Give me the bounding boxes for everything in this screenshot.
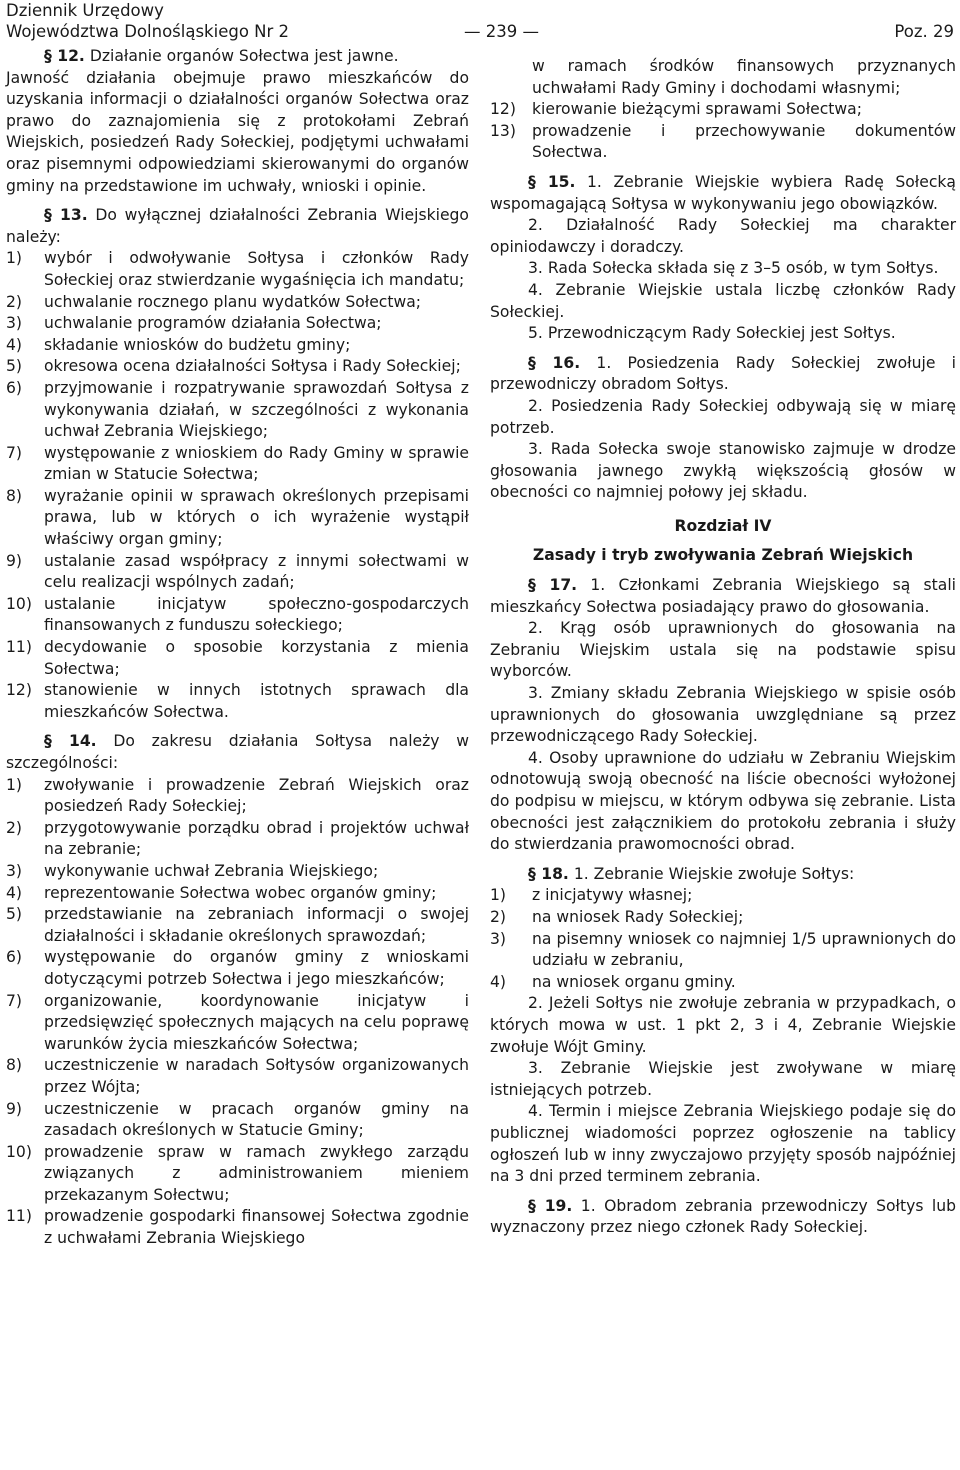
list-item	[6, 904, 469, 947]
list-item-number: 1)	[6, 249, 23, 268]
list-item-number: 5)	[6, 905, 23, 924]
list-item	[490, 929, 956, 972]
list-item-number: 6)	[6, 948, 23, 967]
list-item-text: wyrażanie opinii w sprawach określonych przepisami prawa, lub w których o ich wyrażenie wystąpił właściwy organ gminy;	[44, 486, 469, 549]
list-item-text: ustalanie inicjatyw społeczno-gospodarczych finansowanych z funduszu sołeckiego;	[44, 594, 469, 635]
list-item-text: przyjmowanie i rozpatrywanie sprawozdań Sołtysa z wykonywania działań, w szczególności z wykonania uchwał Zebrania Wiejskiego;	[44, 378, 469, 441]
list-item-number: 3)	[6, 861, 23, 880]
section-14-list	[6, 775, 469, 1250]
list-item-number: 4)	[6, 335, 23, 354]
list-item	[6, 818, 469, 861]
list-item-number: 9)	[6, 1099, 23, 1118]
list-item-number: 9)	[6, 551, 23, 570]
list-item	[6, 594, 469, 637]
list-item-number: 4)	[490, 972, 507, 991]
list-item-number: 8)	[6, 486, 23, 505]
list-item	[6, 680, 469, 723]
list-item-text: prowadzenie i przechowywanie dokumentów Sołectwa.	[532, 121, 956, 162]
list-item	[6, 292, 469, 314]
section-17-p4: 4. Osoby uprawnione do udziału w Zebraniu Wiejskim odnotowują swoją obecność na liście obecności wyłożonej do podpisu w miejscu, w którym odbywa się zebranie. Lista obecności jest załącznikiem do protokołu zebrania i służy do stwierdzania prawomocności obrad.	[490, 748, 956, 854]
section-12-heading	[6, 46, 469, 68]
list-item-text: decydowanie o sposobie korzystania z mienia Sołectwa;	[44, 638, 469, 678]
list-item-number: 7)	[6, 991, 23, 1010]
list-item	[6, 486, 469, 551]
chapter-number: Rozdział IV	[674, 516, 772, 535]
section-14-heading	[6, 731, 469, 774]
list-item	[490, 972, 956, 994]
list-item-number: 3)	[6, 314, 23, 333]
list-item-number: 2)	[6, 292, 23, 311]
right-column	[490, 56, 956, 1239]
section-number: § 16.	[528, 353, 581, 372]
list-item-text: występowanie z wnioskiem do Rady Gminy w sprawie zmian w Statucie Sołectwa;	[44, 443, 469, 484]
list-item	[490, 885, 956, 907]
continuation-list	[490, 99, 956, 164]
list-item-text: wybór i odwoływanie Sołtysa i członków Rady Sołeckiej oraz stwierdzanie wygaśnięcia ich mandatu;	[44, 249, 469, 289]
page-number: — 239 —	[464, 22, 539, 41]
list-item-number: 12)	[6, 681, 32, 700]
section-13-heading	[6, 205, 469, 248]
list-item	[6, 775, 469, 818]
list-item-number: 3)	[490, 929, 507, 948]
list-item	[6, 313, 469, 335]
list-item	[6, 637, 469, 680]
list-item-text: zwoływanie i prowadzenie Zebrań Wiejskich oraz posiedzeń Rady Sołeckiej;	[44, 775, 469, 816]
section-18-p4: 4. Termin i miejsce Zebrania Wiejskiego podaje się do publicznej wiadomości poprzez ogłoszenie na tablicy ogłoszeń lub w inny zwyczajowo przyjęty sposób najpóźniej na 3 dni przed terminem zebrania.	[490, 1102, 956, 1186]
section-number: § 12.	[44, 47, 85, 65]
section-15-p2: 2. Działalność Rady Sołeckiej ma charakter opiniodawczy i doradczy.	[490, 216, 956, 256]
list-item-text: stanowienie w innych istotnych sprawach dla mieszkańców Sołectwa.	[44, 681, 469, 721]
list-item-text: na pisemny wniosek co najmniej 1/5 uprawnionych do udziału w zebraniu,	[532, 929, 956, 970]
section-17-p3: 3. Zmiany składu Zebrania Wiejskiego w spisie osób uprawnionych do głosowania uwzględniane są przez przewodniczącego Rady Sołeckiej.	[490, 684, 956, 746]
section-text: Działanie organów Sołectwa jest jawne.	[89, 47, 399, 65]
section-19-p1	[490, 1196, 956, 1239]
list-item-text: prowadzenie spraw w ramach zwykłego zarządu związanych z administrowaniem mieniem przekazanym Sołectwu;	[44, 1142, 469, 1204]
section-18-list	[490, 885, 956, 993]
list-item-text: uczestniczenie w pracach organów gminy na zasadach określonych w Statucie Gminy;	[44, 1099, 469, 1140]
list-item-number: 11)	[6, 638, 32, 657]
list-item-number: 8)	[6, 1056, 23, 1075]
list-item-number: 2)	[490, 907, 507, 926]
position-number: Poz. 29	[894, 22, 954, 41]
section-15-p4: 4. Zebranie Wiejskie ustala liczbę członków Rady Sołeckiej.	[490, 280, 956, 321]
list-item	[6, 551, 469, 594]
list-item-text: prowadzenie gospodarki finansowej Sołectwa zgodnie z uchwałami Zebrania Wiejskiego	[44, 1207, 469, 1248]
section-text: Do zakresu działania Sołtysa należy w szczególności:	[6, 732, 469, 772]
list-item-number: 1)	[6, 775, 23, 794]
journal-title: Dziennik Urzędowy	[6, 1, 164, 20]
section-text: 1. Obradom zebrania przewodniczy Sołtys lub wyznaczony przez niego członek Rady Sołeckiej.	[490, 1196, 956, 1237]
list-item-text: uczestniczenie w naradach Sołtysów organizowanych przez Wójta;	[44, 1056, 469, 1096]
list-item	[490, 121, 956, 164]
section-13-list	[6, 248, 469, 723]
continuation-text: w ramach środków finansowych przyznanych uchwałami Rady Gminy i dochodami własnymi;	[532, 57, 956, 97]
list-item	[6, 1099, 469, 1142]
list-item	[6, 883, 469, 905]
list-item-text: uchwalanie programów działania Sołectwa;	[44, 314, 382, 333]
list-item-text: przygotowywanie porządku obrad i projektów uchwał na zebranie;	[44, 818, 469, 859]
section-number: § 15.	[528, 172, 576, 191]
journal-subtitle: Województwa Dolnośląskiego Nr 2	[6, 22, 290, 41]
section-number: § 14.	[44, 732, 97, 751]
section-18-p3: 3. Zebranie Wiejskie jest zwoływane w miarę istniejących potrzeb.	[490, 1059, 956, 1099]
list-item	[490, 907, 956, 929]
section-text: 1. Członkami Zebrania Wiejskiego są stali mieszkańcy Sołectwa posiadający prawo do głosowania.	[490, 576, 956, 616]
list-item-text: uchwalanie rocznego planu wydatków Sołectwa;	[44, 292, 422, 311]
list-item	[6, 443, 469, 486]
section-16-p2: 2. Posiedzenia Rady Sołeckiej odbywają się w miarę potrzeb.	[490, 396, 956, 437]
list-item	[6, 861, 469, 883]
list-item	[6, 1055, 469, 1098]
left-column	[6, 46, 469, 1250]
list-item	[6, 1142, 469, 1207]
section-18-p1	[490, 864, 956, 886]
list-item	[6, 248, 469, 291]
list-item-text: okresowa ocena działalności Sołtysa i Rady Sołeckiej;	[44, 357, 461, 376]
list-item-number: 12)	[490, 100, 516, 119]
list-item-text: występowanie do organów gminy z wnioskami dotyczącymi potrzeb Sołectwa i jego mieszkańców;	[44, 948, 469, 988]
list-item	[6, 947, 469, 990]
list-item-number: 1)	[490, 886, 507, 905]
list-item-text: reprezentowanie Sołectwa wobec organów gminy;	[44, 883, 437, 902]
list-item-number: 10)	[6, 1142, 32, 1161]
section-text: Do wyłącznej działalności Zebrania Wiejskiego należy:	[6, 206, 469, 246]
header-row	[6, 21, 954, 42]
list-item-number: 6)	[6, 378, 23, 397]
list-item	[6, 378, 469, 443]
list-item-text: na wniosek Rady Sołeckiej;	[532, 907, 744, 926]
section-16-p3: 3. Rada Sołecka swoje stanowisko zajmuje w drodze głosowania jawnego zwykłą większością głosów w obecności co najmniej połowy jej składu.	[490, 440, 956, 502]
section-number: § 19.	[528, 1196, 573, 1215]
section-text: 1. Zebranie Wiejskie zwołuje Sołtys:	[573, 864, 855, 883]
list-item-number: 5)	[6, 357, 23, 376]
list-item-text: na wniosek organu gminy.	[532, 972, 736, 991]
section-12-body: Jawność działania obejmuje prawo mieszkańców do uzyskania informacji o działalności organów Sołectwa oraz prawo do zaznajomienia się z protokołami Zebrań Wiejskich, posiedzeń Rady Sołeckiej, podjętymi uchwałami oraz pisemnymi odpowiedziami skierowanymi do organów gminy na przedstawione im uchwały, wnioski i opinie.	[6, 68, 469, 195]
list-item-text: składanie wniosków do budżetu gminy;	[44, 335, 351, 354]
list-item-text: przedstawianie na zebraniach informacji o swojej działalności i składanie określonych sprawozdań;	[44, 905, 469, 945]
chapter-title: Zasady i tryb zwoływania Zebrań Wiejskich	[532, 546, 914, 565]
list-item-text: ustalanie zasad współpracy z innymi sołectwami w celu realizacji wspólnych zadań;	[44, 551, 469, 592]
section-16-p1	[490, 353, 956, 396]
list-item-number: 11)	[6, 1207, 32, 1226]
section-17-p2: 2. Krąg osób uprawnionych do głosowania na Zebraniu Wiejskim ustala się na podstawie spisu wyborców.	[490, 619, 956, 681]
page-header	[6, 0, 954, 42]
list-item-number: 10)	[6, 594, 32, 613]
list-item-text: kierowanie bieżącymi sprawami Sołectwa;	[532, 100, 862, 119]
list-item	[6, 335, 469, 357]
list-item-number: 4)	[6, 883, 23, 902]
section-text: 1. Zebranie Wiejskie wybiera Radę Sołecką wspomagającą Sołtysa w wykonywaniu jego obowiązków.	[490, 172, 956, 213]
section-text: 1. Posiedzenia Rady Sołeckiej zwołuje i przewodniczy obradom Sołtys.	[490, 353, 956, 394]
list-item-number: 13)	[490, 121, 516, 140]
section-17-p1	[490, 575, 956, 618]
section-number: § 17.	[528, 576, 578, 595]
list-item-text: wykonywanie uchwał Zebrania Wiejskiego;	[44, 861, 379, 880]
section-number: § 18.	[528, 864, 569, 883]
list-item	[6, 991, 469, 1056]
list-item-text: z inicjatywy własnej;	[532, 886, 693, 905]
list-item	[490, 99, 956, 121]
section-number: § 13.	[44, 206, 88, 225]
list-item-number: 7)	[6, 443, 23, 462]
section-18-p2: 2. Jeżeli Sołtys nie zwołuje zebrania w przypadkach, o których mowa w ust. 1 pkt 2, 3 i 4, Zebranie Wiejskie zwołuje Wójt Gminy.	[490, 994, 956, 1056]
section-15-p1	[490, 172, 956, 215]
list-item	[6, 356, 469, 378]
list-item-text: organizowanie, koordynowanie inicjatyw i przedsięwzięć społecznych mających na celu poprawę warunków życia mieszkańców Sołectwa;	[44, 991, 469, 1053]
list-item-number: 2)	[6, 818, 23, 837]
section-15-p3: 3. Rada Sołecka składa się z 3–5 osób, w tym Sołtys.	[528, 259, 939, 278]
section-15-p5: 5. Przewodniczącym Rady Sołeckiej jest Sołtys.	[528, 324, 896, 343]
list-item	[6, 1206, 469, 1249]
